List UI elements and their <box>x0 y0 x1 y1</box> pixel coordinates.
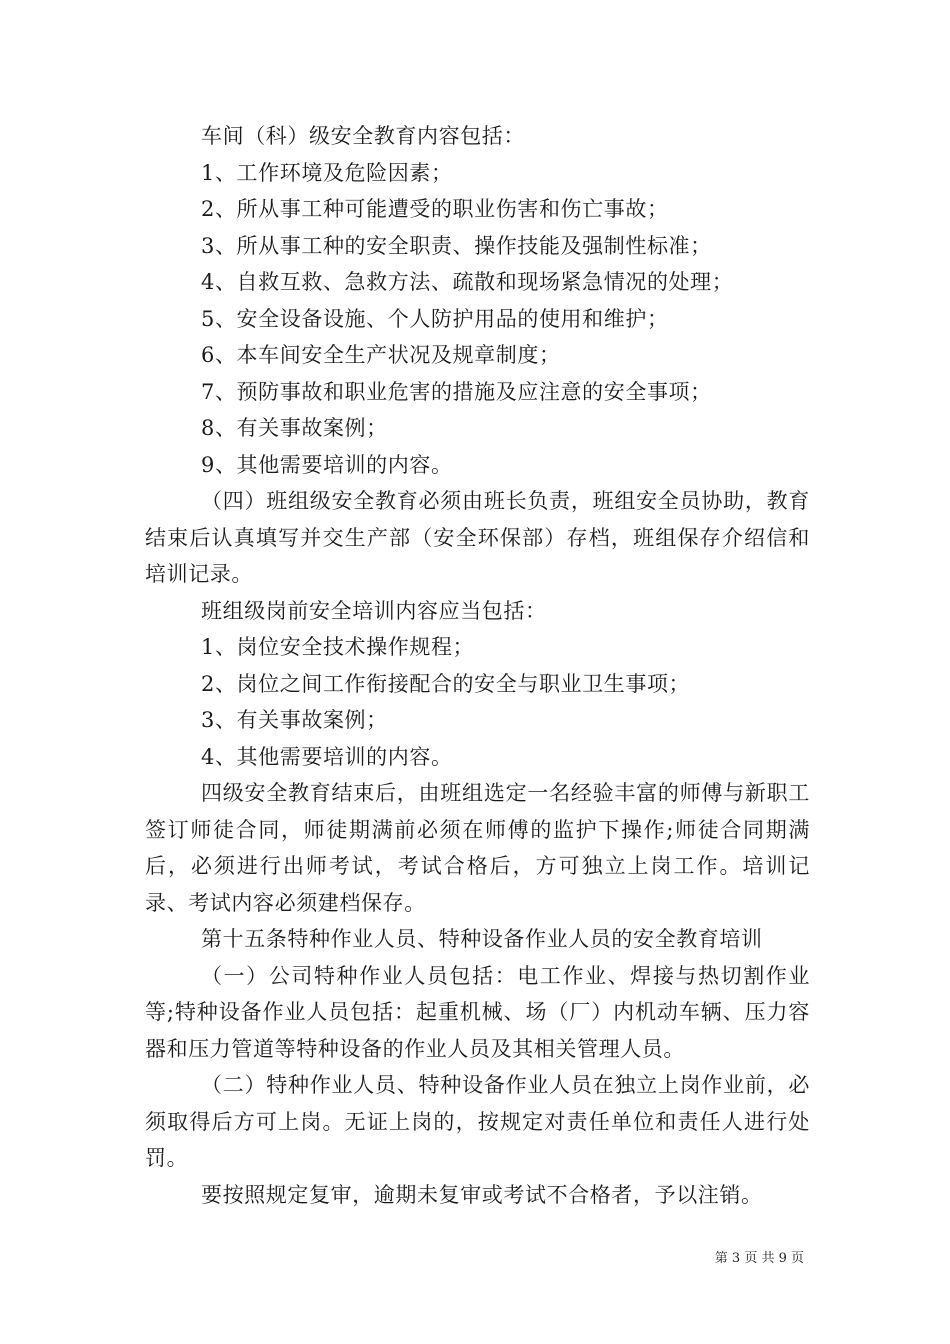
list-item: 9、其他需要培训的内容。 <box>201 452 453 477</box>
article-heading: 第十五条特种作业人员、特种设备作业人员的安全教育培训 <box>201 927 763 951</box>
paragraph-workshop-heading: 车间（科）级安全教育内容包括： <box>201 124 525 148</box>
list-item: 5、安全设备设施、个人防护用品的使用和维护； <box>201 306 669 331</box>
list-item: 4、自救互救、急救方法、疏散和现场紧急情况的处理； <box>201 270 734 294</box>
list-item: 7、预防事故和职业危害的措施及应注意的安全事项； <box>201 379 712 404</box>
paragraph-team-level: （四）班组级安全教育必须由班长负责，班组安全员协助，教育结束后认真填写并交生产部（安全环保部）存档，班组保存介绍信和培训记录。 <box>145 489 810 586</box>
list-item: 6、本车间安全生产状况及规章制度； <box>201 343 561 367</box>
paragraph-review: 要按照规定复审，逾期未复审或考试不合格者，予以注销。 <box>201 1182 763 1207</box>
list-item: 2、岗位之间工作衔接配合的安全与职业卫生事项； <box>201 671 691 696</box>
paragraph-apprentice: 四级安全教育结束后，由班组选定一名经验丰富的师傅与新职工签订师徒合同，师徒期满前必须在师傅的监护下操作;师徒合同期满后，必须进行出师考试，考试合格后，方可独立上岗工作。培训记录、考试内容必须建档保存。 <box>145 781 810 915</box>
list-item: 1、岗位安全技术操作规程； <box>201 635 475 659</box>
paragraph-certification: （二）特种作业人员、特种设备作业人员在独立上岗作业前，必须取得后方可上岗。无证上岗的，按规定对责任单位和责任人进行处罚。 <box>145 1073 810 1170</box>
document-body <box>145 118 810 1213</box>
page-number: 第 3 页 共 9 页 <box>714 1251 804 1266</box>
paragraph-special-personnel: （一）公司特种作业人员包括：电工作业、焊接与热切割作业等;特种设备作业人员包括：起重机械、场（厂）内机动车辆、压力容器和压力管道等特种设备的作业人员及其相关管理人员。 <box>145 963 810 1061</box>
list-item: 3、所从事工种的安全职责、操作技能及强制性标准； <box>201 233 712 258</box>
list-item: 1、工作环境及危险因素； <box>201 160 453 185</box>
list-item: 2、所从事工种可能遭受的职业伤害和伤亡事故； <box>201 197 669 221</box>
list-item: 3、有关事故案例； <box>201 708 388 732</box>
paragraph-team-training-heading: 班组级岗前安全培训内容应当包括： <box>201 598 547 623</box>
list-item: 8、有关事故案例； <box>201 416 388 440</box>
list-item: 4、其他需要培训的内容。 <box>201 744 453 769</box>
